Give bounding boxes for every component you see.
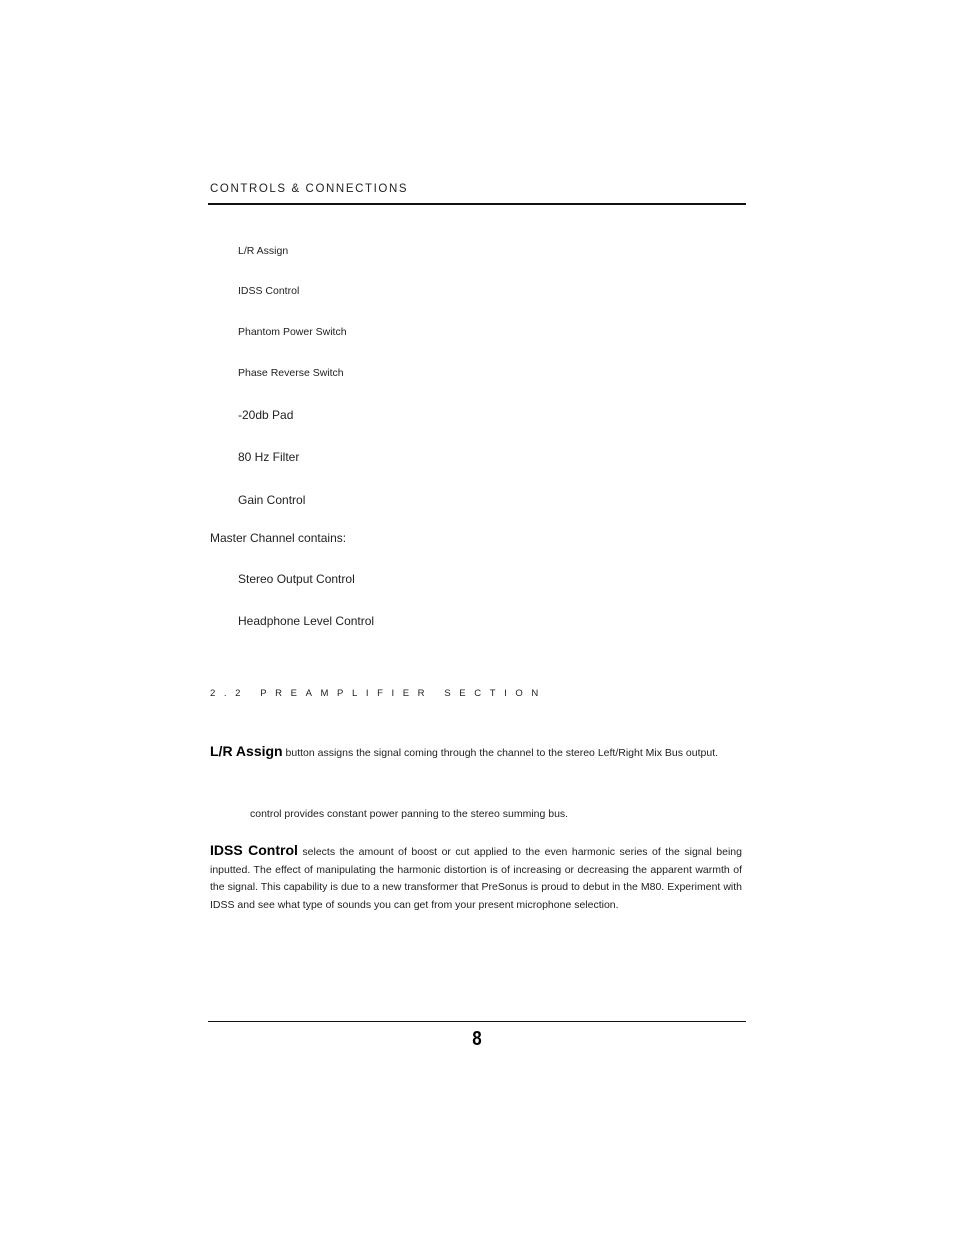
list-item-gain-control: Gain Control	[238, 493, 306, 507]
idss-text: selects the amount of boost or cut applied to the even harmonic series of the signal being inputted. The effect of manipulating the harmonic distortion is of increasing or decreasing the apparent warmth of the signal. This capability is due to a new transformer that PreSonus is proud to debut in the M80. Experiment with IDSS and see what type of sounds you can get from your present microphone selection.	[210, 846, 742, 911]
footer-divider	[208, 1021, 746, 1022]
list-item-lr-assign: L/R Assign	[238, 245, 289, 257]
pan-note: control provides constant power panning to the stereo summing bus.	[250, 808, 569, 820]
list-item-hz-filter: 80 Hz Filter	[238, 450, 300, 464]
master-channel-label: Master Channel contains:	[210, 531, 347, 545]
section-heading: 2.2 PREAMPLIFIER SECTION	[210, 688, 547, 699]
list-item-pad: -20db Pad	[238, 408, 294, 422]
lr-assign-text: button assigns the signal coming through the channel to the stereo Left/Right Mix Bus output.	[282, 747, 719, 759]
list-item-idss-control: IDSS Control	[238, 285, 300, 297]
list-item-stereo-output: Stereo Output Control	[238, 572, 355, 586]
page-header-title: CONTROLS & CONNECTIONS	[210, 183, 409, 195]
idss-term: IDSS Control	[210, 842, 298, 858]
page-number: 8	[472, 1028, 482, 1050]
lr-assign-paragraph	[210, 743, 742, 763]
idss-paragraph	[210, 842, 742, 914]
list-item-headphone-level: Headphone Level Control	[238, 614, 375, 628]
header-divider	[208, 203, 746, 205]
lr-assign-term: L/R Assign	[210, 743, 283, 759]
list-item-phantom-power: Phantom Power Switch	[238, 326, 347, 338]
list-item-phase-reverse: Phase Reverse Switch	[238, 367, 344, 379]
